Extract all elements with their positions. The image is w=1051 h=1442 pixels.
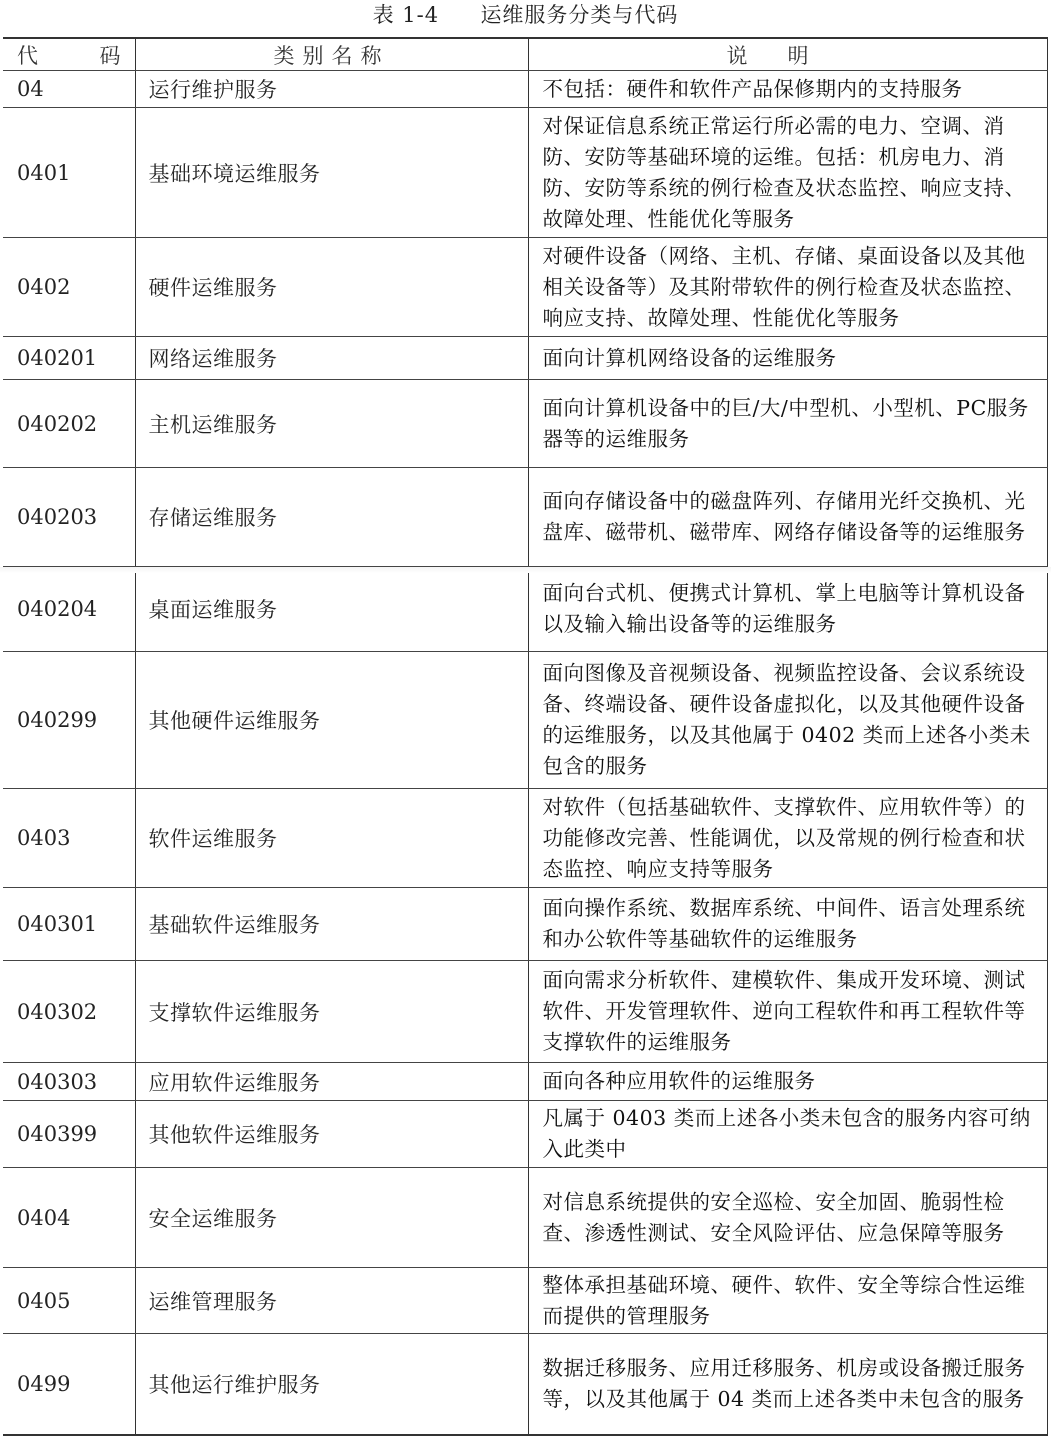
row-code: 040201 [3, 337, 135, 380]
row-code: 040301 [3, 888, 135, 961]
row-description: 面向需求分析软件、建模软件、集成开发环境、测试软件、开发管理软件、逆向工程软件和再工程软件等支撑软件的运维服务 [528, 961, 1047, 1063]
row-code: 0403 [3, 789, 135, 888]
row-name: 基础环境运维服务 [135, 108, 528, 238]
header-name: 类别名称 [135, 38, 528, 71]
row-description: 面向操作系统、数据库系统、中间件、语言处理系统和办公软件等基础软件的运维服务 [528, 888, 1047, 961]
row-code: 040299 [3, 652, 135, 789]
table-number: 表 1-4 [372, 3, 440, 27]
table-caption [0, 0, 1051, 36]
row-description: 数据迁移服务、应用迁移服务、机房或设备搬迁服务等，以及其他属于 04 类而上述各类中未包含的服务 [528, 1334, 1047, 1435]
row-name: 运维管理服务 [135, 1268, 528, 1334]
row-name: 其他软件运维服务 [135, 1101, 528, 1168]
row-name: 支撑软件运维服务 [135, 961, 528, 1063]
row-code: 040202 [3, 380, 135, 468]
row-code: 0405 [3, 1268, 135, 1334]
row-code: 040399 [3, 1101, 135, 1168]
service-classification-table [3, 37, 1048, 1436]
table-row [3, 1168, 1047, 1268]
row-name: 网络运维服务 [135, 337, 528, 380]
row-description: 面向图像及音视频设备、视频监控设备、会议系统设备、终端设备、硬件设备虚拟化，以及其他硬件设备的运维服务，以及其他属于 0402 类而上述各小类未包含的服务 [528, 652, 1047, 789]
header-code: 代 码 [3, 38, 135, 71]
table-row [3, 380, 1047, 468]
row-code: 040203 [3, 468, 135, 567]
row-description: 对保证信息系统正常运行所必需的电力、空调、消防、安防等基础环境的运维。包括：机房电力、消防、安防等系统的例行检查及状态监控、响应支持、故障处理、性能优化等服务 [528, 108, 1047, 238]
row-name: 硬件运维服务 [135, 238, 528, 337]
row-description: 凡属于 0403 类而上述各小类未包含的服务内容可纳入此类中 [528, 1101, 1047, 1168]
table-row [3, 789, 1047, 888]
row-description: 面向计算机设备中的巨/大/中型机、小型机、PC服务器等的运维服务 [528, 380, 1047, 468]
row-code: 040302 [3, 961, 135, 1063]
header-row [3, 38, 1047, 71]
table-row [3, 1063, 1047, 1101]
row-code: 040303 [3, 1063, 135, 1101]
row-description: 对软件（包括基础软件、支撑软件、应用软件等）的功能修改完善、性能调优，以及常规的例行检查和状态监控、响应支持等服务 [528, 789, 1047, 888]
row-name: 应用软件运维服务 [135, 1063, 528, 1101]
table-row [3, 888, 1047, 961]
row-code: 040204 [3, 567, 135, 652]
table-title: 运维服务分类与代码 [480, 3, 679, 27]
row-description: 面向各种应用软件的运维服务 [528, 1063, 1047, 1101]
row-code: 04 [3, 71, 135, 108]
table-row [3, 567, 1047, 652]
row-name: 其他运行维护服务 [135, 1334, 528, 1435]
table-row [3, 652, 1047, 789]
row-description: 对信息系统提供的安全巡检、安全加固、脆弱性检查、渗透性测试、安全风险评估、应急保障等服务 [528, 1168, 1047, 1268]
table-row [3, 108, 1047, 238]
table-row [3, 961, 1047, 1063]
header-description: 说明 [528, 38, 1047, 71]
row-description: 整体承担基础环境、硬件、软件、安全等综合性运维而提供的管理服务 [528, 1268, 1047, 1334]
row-name: 软件运维服务 [135, 789, 528, 888]
row-code: 0404 [3, 1168, 135, 1268]
row-name: 桌面运维服务 [135, 567, 528, 652]
table-row [3, 71, 1047, 108]
row-description: 面向存储设备中的磁盘阵列、存储用光纤交换机、光盘库、磁带机、磁带库、网络存储设备等的运维服务 [528, 468, 1047, 567]
row-description: 面向计算机网络设备的运维服务 [528, 337, 1047, 380]
table-row [3, 337, 1047, 380]
table-row [3, 1101, 1047, 1168]
table-row [3, 238, 1047, 337]
row-name: 安全运维服务 [135, 1168, 528, 1268]
row-code: 0402 [3, 238, 135, 337]
table-row [3, 1334, 1047, 1435]
row-description: 对硬件设备（网络、主机、存储、桌面设备以及其他相关设备等）及其附带软件的例行检查及状态监控、响应支持、故障处理、性能优化等服务 [528, 238, 1047, 337]
row-name: 其他硬件运维服务 [135, 652, 528, 789]
row-description: 面向台式机、便携式计算机、掌上电脑等计算机设备以及输入输出设备等的运维服务 [528, 567, 1047, 652]
row-code: 0401 [3, 108, 135, 238]
row-name: 存储运维服务 [135, 468, 528, 567]
row-name: 运行维护服务 [135, 71, 528, 108]
row-description: 不包括：硬件和软件产品保修期内的支持服务 [528, 71, 1047, 108]
table-row [3, 1268, 1047, 1334]
table-row [3, 468, 1047, 567]
row-code: 0499 [3, 1334, 135, 1435]
row-name: 主机运维服务 [135, 380, 528, 468]
row-name: 基础软件运维服务 [135, 888, 528, 961]
